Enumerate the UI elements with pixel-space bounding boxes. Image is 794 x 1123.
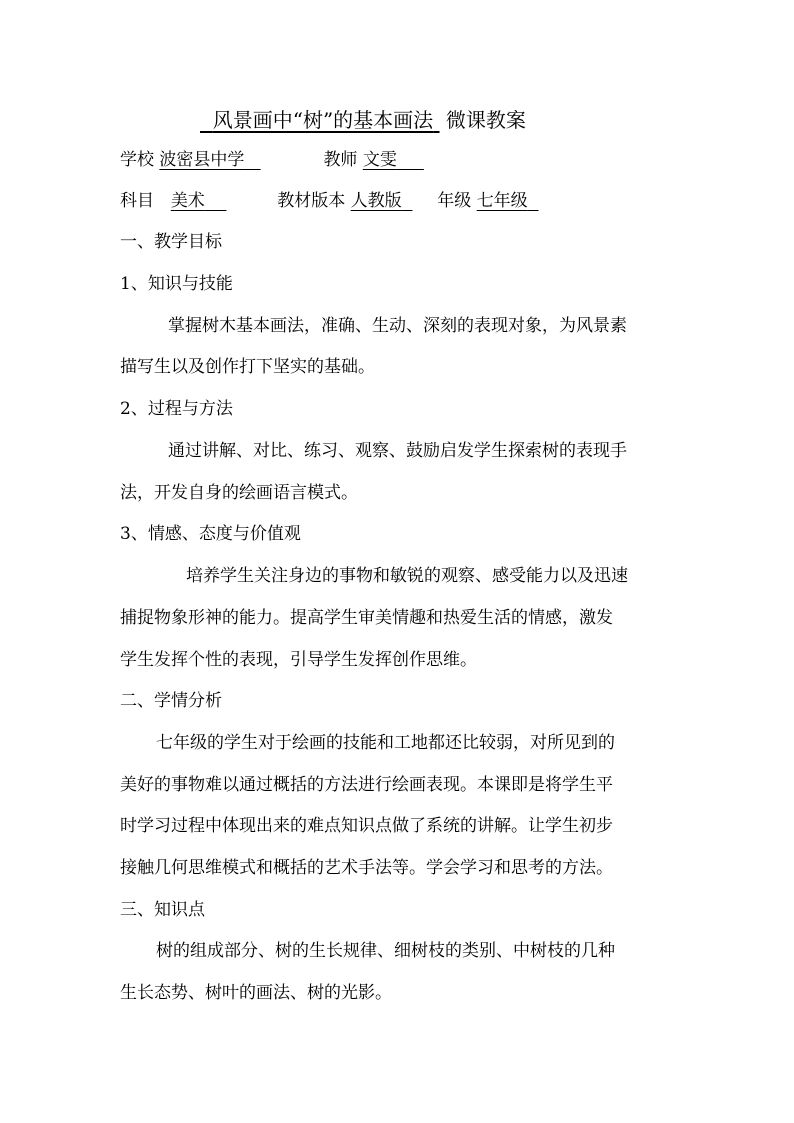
paragraph-line: 法，开发自身的绘画语言模式。 <box>120 483 358 503</box>
paragraph-line: 树的组成部分、树的生长规律、细树枝的类别、中树枝的几种 <box>156 941 615 961</box>
grade-value: 七年级 <box>476 191 528 211</box>
section-1-heading: 一、教学目标 <box>120 232 222 252</box>
grade-label: 年级 <box>437 191 472 211</box>
paragraph-line: 通过讲解、对比、练习、观察、鼓励启发学生探索树的表现手 <box>168 441 627 461</box>
document-title <box>200 106 700 134</box>
paragraph-line: 美好的事物难以通过概括的方法进行绘画表现。本课即是将学生平 <box>120 775 613 795</box>
section-1-2-heading: 2、过程与方法 <box>120 399 233 419</box>
paragraph-line: 学生发挥个性的表现，引导学生发挥创作思维。 <box>120 650 477 670</box>
section-1-1-heading: 1、知识与技能 <box>120 274 233 294</box>
edition-label: 教材版本 <box>277 191 346 211</box>
paragraph-line: 生长态势、树叶的画法、树的光影。 <box>120 983 392 1003</box>
section-3-heading: 三、知识点 <box>120 900 205 920</box>
school-label: 学校 <box>120 150 154 170</box>
info-row-school-teacher <box>120 148 680 172</box>
paragraph-line: 捕捉物象形神的能力。提高学生审美情趣和热爱生活的情感，激发 <box>120 608 613 628</box>
paragraph-line: 接触几何思维模式和概括的艺术手法等。学会学习和思考的方法。 <box>120 858 613 878</box>
paragraph-line: 描写生以及创作打下坚实的基础。 <box>120 357 375 377</box>
title-suffix: 微课教案 <box>445 108 526 132</box>
teacher-value: 文雯 <box>362 150 397 170</box>
edition-value: 人教版 <box>350 191 402 211</box>
subject-value: 美术 <box>170 191 205 211</box>
paragraph-line: 七年级的学生对于绘画的技能和工地都还比较弱，对所见到的 <box>156 733 615 753</box>
subject-label: 科目 <box>120 191 154 211</box>
info-row-subject-edition-grade <box>120 189 680 213</box>
paragraph-line: 掌握树木基本画法，准确、生动、深刻的表现对象，为风景素 <box>168 316 627 336</box>
school-value: 波密县中学 <box>159 150 245 170</box>
teacher-label: 教师 <box>323 150 358 170</box>
title-main: 风景画中“树”的基本画法 <box>212 108 434 132</box>
paragraph-line: 培养学生关注身边的事物和敏锐的观察、感受能力以及迅速 <box>186 566 628 586</box>
section-1-3-heading: 3、情感、态度与价值观 <box>120 524 301 544</box>
section-2-heading: 二、学情分析 <box>120 691 222 711</box>
paragraph-line: 时学习过程中体现出来的难点知识点做了系统的讲解。让学生初步 <box>120 816 613 836</box>
